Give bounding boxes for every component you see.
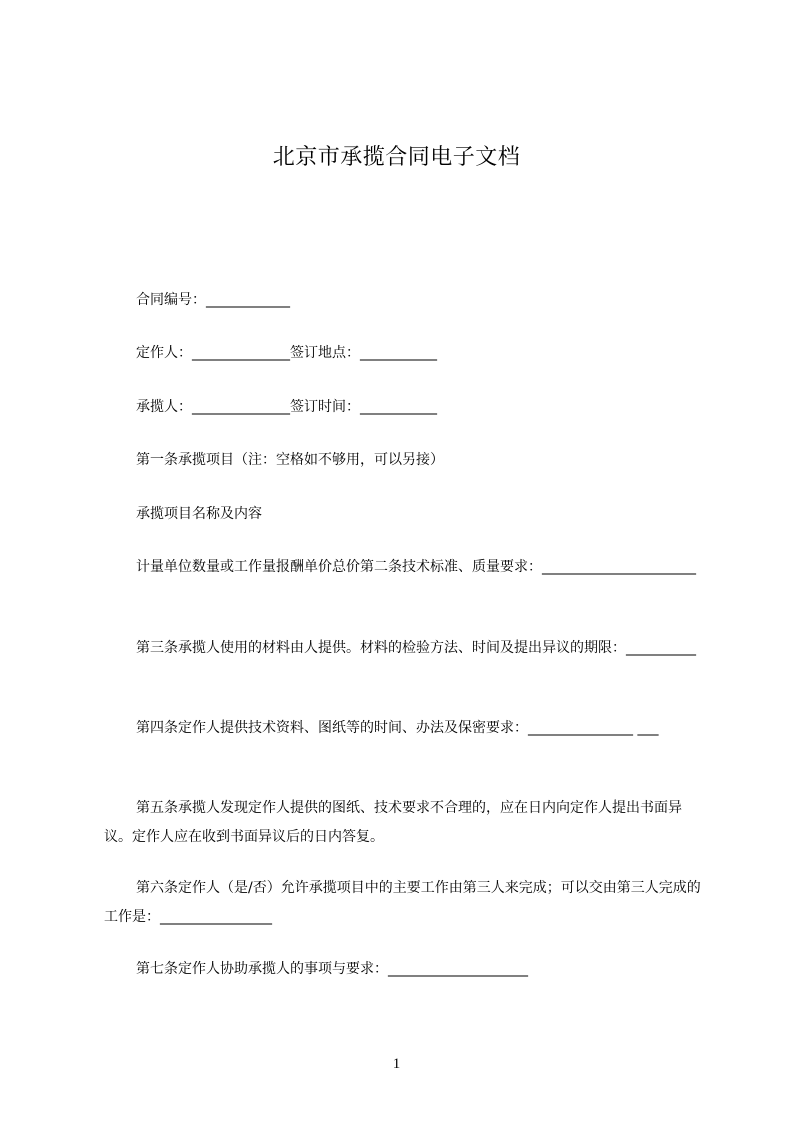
article-1-heading: 第一条承揽项目（注：空格如不够用，可以另接） <box>136 452 444 468</box>
contract-number-line: 合同编号：____________ <box>136 292 290 308</box>
project-name-line: 承揽项目名称及内容 <box>136 506 262 522</box>
page-number: 1 <box>392 1056 401 1072</box>
article-3-paragraph: 第三条承揽人使用的材料由人提供。材料的检验方法、时间及提出异议的期限：__________ <box>136 640 696 656</box>
orderer-line: 定作人：______________签订地点：___________ <box>136 345 437 361</box>
article-7-paragraph: 第七条定作人协助承揽人的事项与要求：____________________ <box>136 961 528 977</box>
article-6-paragraph: 第六条定作人（是/否）允许承揽项目中的主要工作由第三人来完成；可以交由第三人完成的工作是：________________ <box>104 880 701 925</box>
contractor-line: 承揽人：______________签订时间：___________ <box>136 399 437 415</box>
article-5-paragraph: 第五条承揽人发现定作人提供的图纸、技术要求不合理的，应在日内向定作人提出书面异议。定作人应在收到书面异议后的日内答复。 <box>104 800 682 845</box>
article-2-paragraph: 计量单位数量或工作量报酬单价总价第二条技术标准、质量要求：______________________ <box>136 559 696 575</box>
document-title: 北京市承揽合同电子文档 <box>272 145 521 170</box>
article-4-paragraph: 第四条定作人提供技术资料、图纸等的时间、办法及保密要求：_______________ ___ <box>136 720 659 736</box>
